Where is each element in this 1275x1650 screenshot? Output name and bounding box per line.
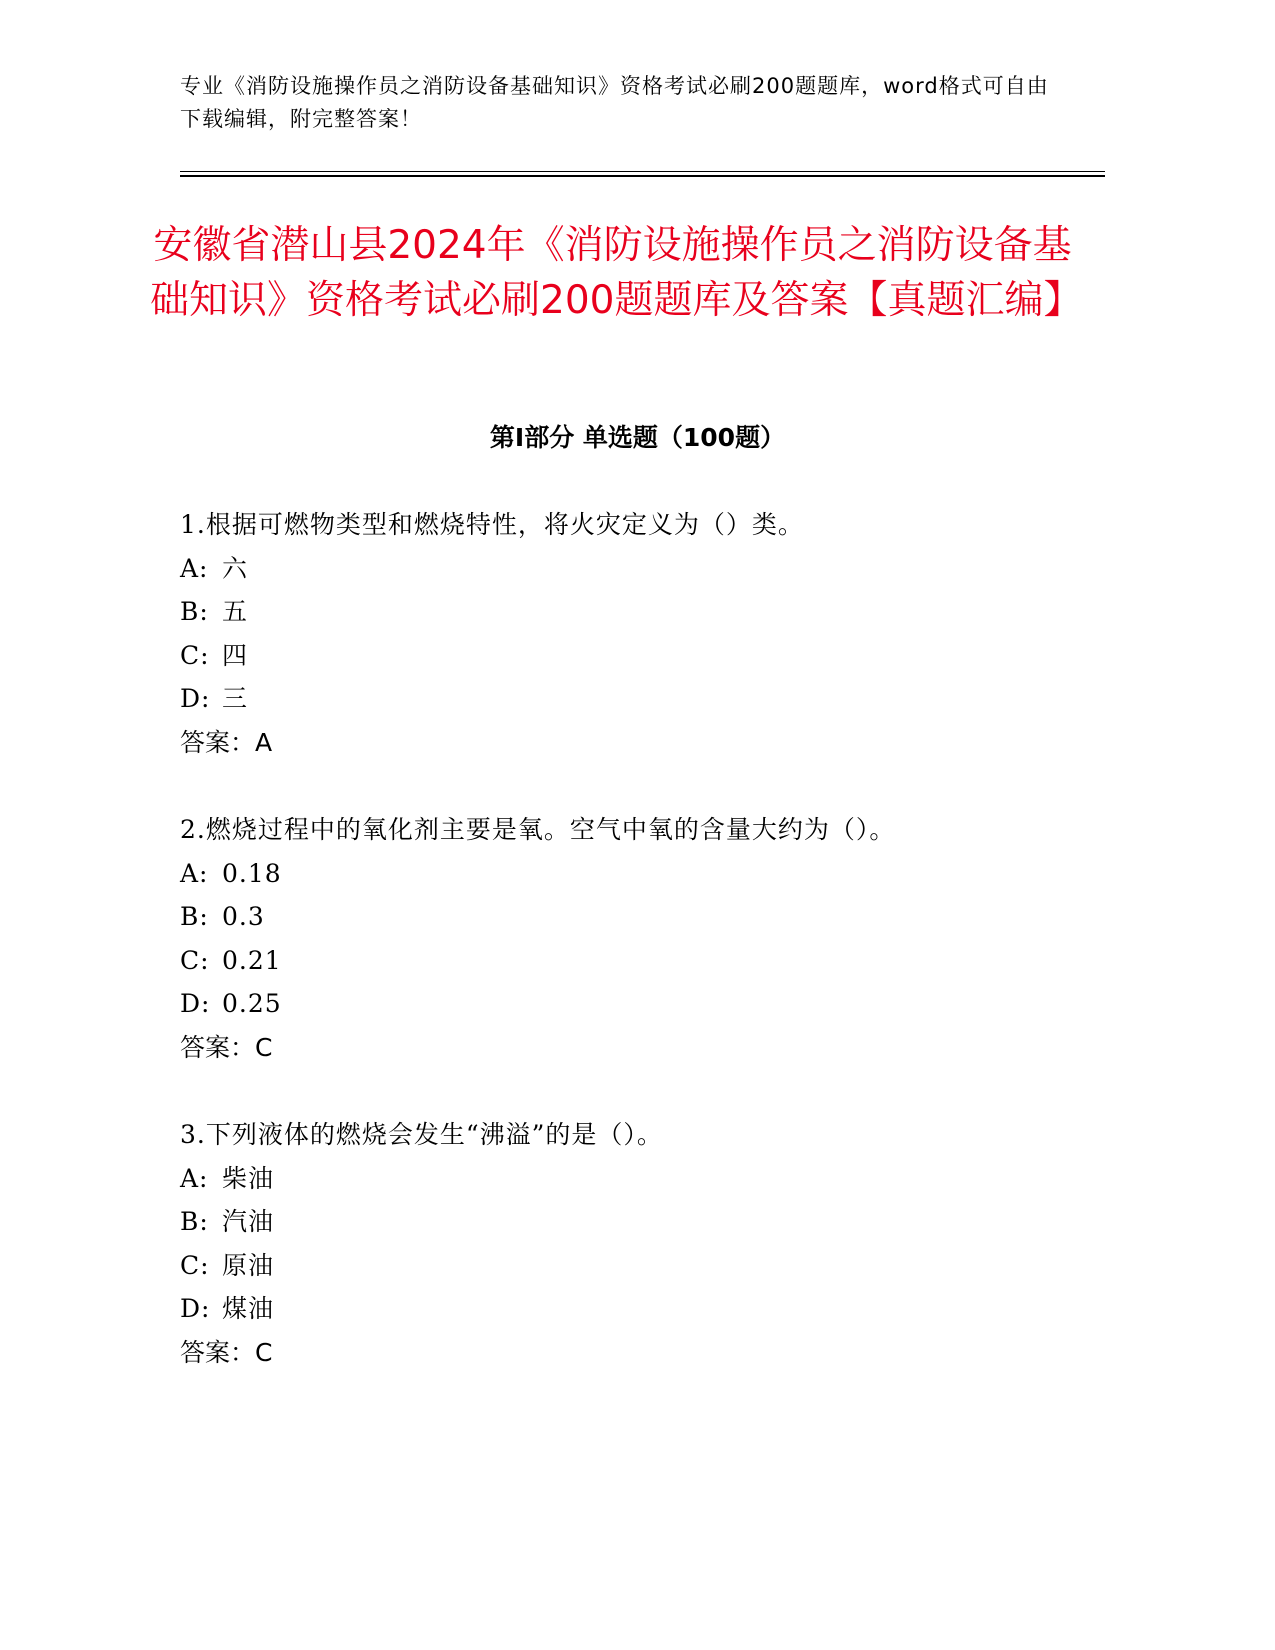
option-label: D: xyxy=(180,684,211,714)
question-block xyxy=(180,1113,1110,1375)
option-text: 汽油 xyxy=(222,1207,275,1237)
answer-prefix: 答案： xyxy=(180,727,256,757)
question-stem: 3.下列液体的燃烧会发生“沸溢”的是（）。 xyxy=(180,1120,663,1149)
option-text: 四 xyxy=(222,640,249,670)
option-label: D: xyxy=(180,1294,211,1324)
option-label: B: xyxy=(180,1207,209,1237)
option-label: B: xyxy=(180,597,209,627)
option-text: 三 xyxy=(222,684,249,714)
option-text: 柴油 xyxy=(222,1163,275,1193)
option-b xyxy=(180,1200,1110,1244)
option-label: D: xyxy=(180,989,211,1019)
option-label: A: xyxy=(180,553,209,583)
option-text: 煤油 xyxy=(222,1294,275,1324)
option-d xyxy=(180,677,1110,721)
option-c xyxy=(180,634,1110,678)
option-text: 原油 xyxy=(222,1250,275,1280)
option-a xyxy=(180,1157,1110,1201)
option-b xyxy=(180,590,1110,634)
option-b xyxy=(180,895,1110,939)
option-label: A: xyxy=(180,858,209,888)
option-label: A: xyxy=(180,1163,209,1193)
option-a xyxy=(180,547,1110,591)
option-c xyxy=(180,939,1110,983)
answer-line xyxy=(180,1026,1110,1070)
header-rule-thick xyxy=(180,175,1105,177)
option-label: C: xyxy=(180,1250,210,1280)
answer-value: A xyxy=(255,727,273,757)
option-label: B: xyxy=(180,902,209,932)
option-text: 五 xyxy=(222,597,249,627)
question-stem: 2.燃烧过程中的氧化剂主要是氧。空气中氧的含量大约为（）。 xyxy=(180,815,896,844)
header-rule-thin xyxy=(180,171,1105,172)
question-block xyxy=(180,808,1110,1070)
section-title: 第I部分 单选题（100题） xyxy=(489,423,786,452)
option-label: C: xyxy=(180,945,210,975)
answer-value: C xyxy=(255,1337,273,1367)
option-d xyxy=(180,1287,1110,1331)
question-block xyxy=(180,503,1110,765)
option-a xyxy=(180,852,1110,896)
option-text: 0.18 xyxy=(222,858,282,888)
option-c xyxy=(180,1244,1110,1288)
header-note: 专业《消防设施操作员之消防设备基础知识》资格考试必刷200题题库，word格式可自由下载编辑，附完整答案！ xyxy=(180,74,1049,131)
answer-prefix: 答案： xyxy=(180,1032,256,1062)
answer-value: C xyxy=(255,1032,273,1062)
question-stem: 1.根据可燃物类型和燃烧特性，将火灾定义为（）类。 xyxy=(180,510,804,539)
answer-line xyxy=(180,721,1110,765)
option-text: 0.25 xyxy=(222,989,282,1019)
answer-prefix: 答案： xyxy=(180,1337,256,1367)
option-label: C: xyxy=(180,640,210,670)
document-title: 安徽省潜山县2024年《消防设施操作员之消防设备基础知识》资格考试必刷200题题库及答案【真题汇编】 xyxy=(150,223,1083,323)
answer-line xyxy=(180,1331,1110,1375)
option-text: 六 xyxy=(222,553,249,583)
option-d xyxy=(180,982,1110,1026)
option-text: 0.3 xyxy=(222,902,265,932)
option-text: 0.21 xyxy=(222,945,282,975)
